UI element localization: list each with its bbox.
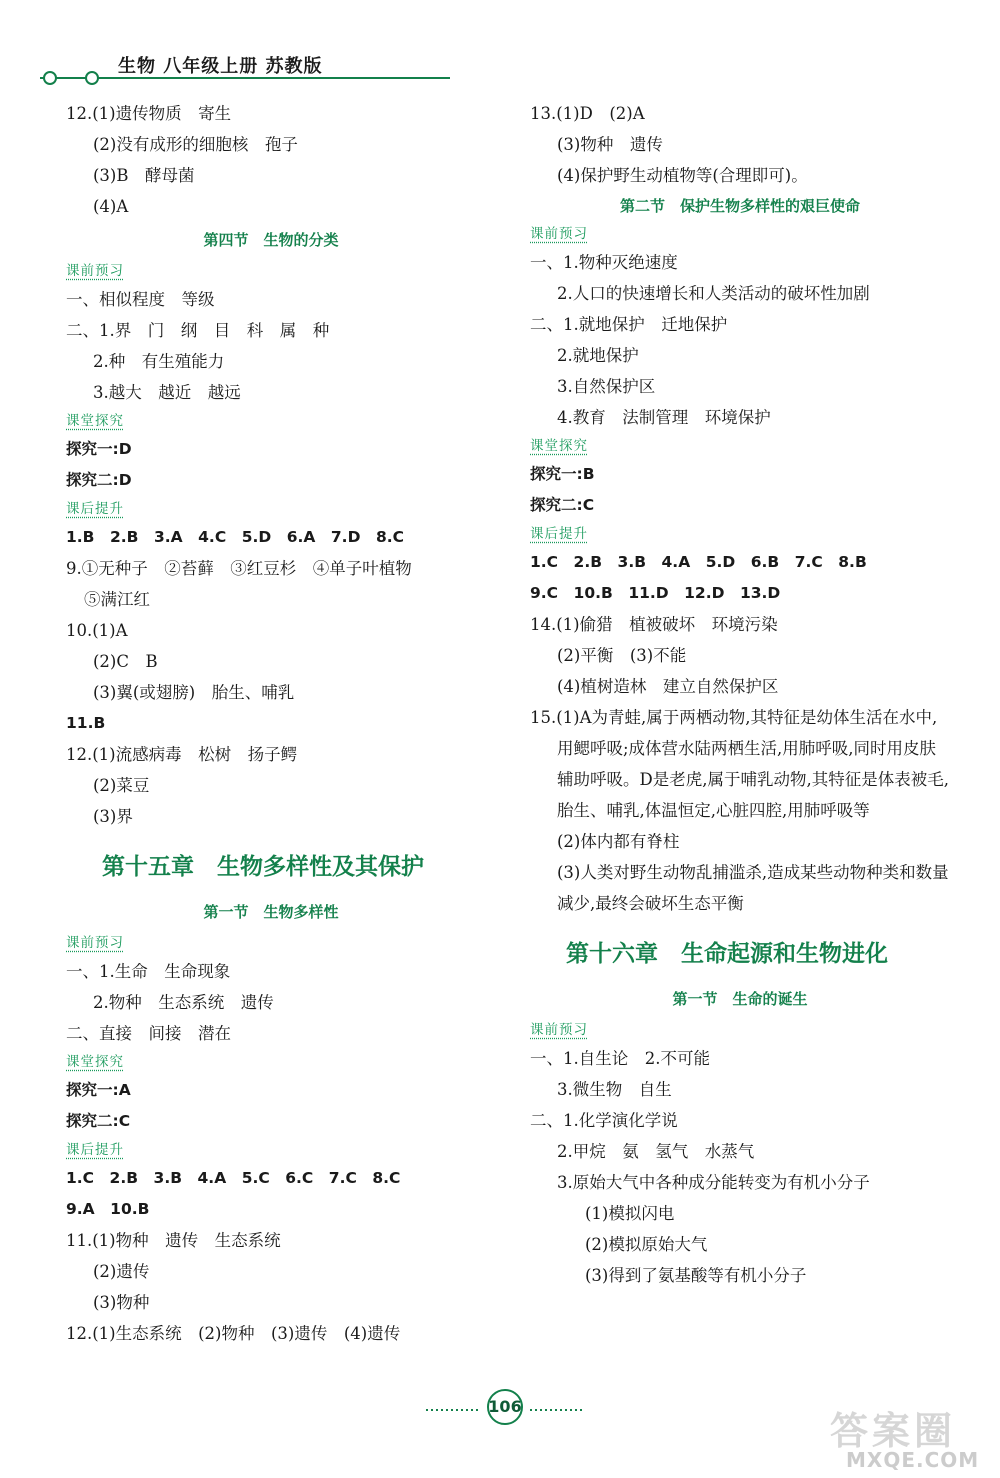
answer-line: 3.原始大气中各种成分能转变为有机小分子: [557, 1173, 870, 1192]
answer-line: (3)物种: [93, 1293, 150, 1312]
answer-line: (2)菜豆: [93, 776, 150, 795]
answer-line: 2.物种 生态系统 遗传: [93, 993, 274, 1012]
page-number: 106: [488, 1397, 522, 1416]
answer-line: 4.教育 法制管理 环境保护: [557, 408, 771, 427]
answer-line: 9.C 10.B 11.D 12.D 13.D: [530, 584, 781, 602]
answer-line: 9.A 10.B: [66, 1200, 150, 1218]
chapter-title: 第十五章 生物多样性及其保护: [102, 853, 424, 880]
answer-line: 一、相似程度 等级: [66, 290, 215, 309]
section-tag: 课堂探究: [66, 413, 124, 429]
answer-line: 探究二:D: [66, 471, 132, 489]
answer-line: 12.(1)生态系统 (2)物种 (3)遗传 (4)遗传: [66, 1324, 401, 1343]
section-title: 第一节 生物多样性: [203, 903, 339, 921]
answer-line: (2)没有成形的细胞核 孢子: [93, 135, 298, 154]
answer-line: 2.甲烷 氨 氢气 水蒸气: [557, 1142, 755, 1161]
answer-line: (3)界: [93, 807, 133, 826]
answer-line: 1.B 2.B 3.A 4.C 5.D 6.A 7.D 8.C: [66, 528, 404, 546]
header-circle-icon: [40, 68, 110, 88]
section-tag: 课后提升: [530, 526, 588, 542]
answer-line: (2)体内都有脊柱: [557, 832, 680, 851]
section-tag: 课后提升: [66, 501, 124, 517]
watermark-url: MXQE.COM: [846, 1448, 980, 1472]
answer-line: (2)遗传: [93, 1262, 150, 1281]
section-tag: 课前预习: [530, 1022, 588, 1038]
section-title: 第四节 生物的分类: [203, 231, 339, 249]
book-title: 生物 八年级上册 苏教版: [118, 56, 323, 77]
answer-line: 9.①无种子 ②苔藓 ③红豆杉 ④单子叶植物: [66, 559, 412, 578]
answer-line: 二、1.就地保护 迁地保护: [530, 315, 728, 334]
answer-line: 2.就地保护: [557, 346, 639, 365]
answer-line: (2)模拟原始大气: [585, 1235, 708, 1254]
answer-line: 12.(1)遗传物质 寄生: [66, 104, 232, 123]
watermark: [820, 1400, 990, 1475]
answer-line: 探究二:C: [530, 496, 595, 514]
answer-line: 11.(1)物种 遗传 生态系统: [66, 1231, 281, 1250]
answer-line: (2)平衡 (3)不能: [557, 646, 687, 665]
answer-line: 一、1.生命 生命现象: [66, 962, 231, 981]
section-title: 第二节 保护生物多样性的艰巨使命: [619, 197, 860, 215]
answer-line: (1)模拟闪电: [585, 1204, 675, 1223]
answer-line: 14.(1)偷猎 植被破坏 环境污染: [530, 615, 778, 634]
section-tag: 课前预习: [530, 226, 588, 242]
answer-line: 13.(1)D (2)A: [530, 104, 645, 123]
watermark-logo: 答案圈: [830, 1409, 957, 1453]
answer-line: 探究一:D: [66, 440, 132, 458]
answer-line: ⑤满江红: [84, 590, 150, 609]
section-title: 第一节 生命的诞生: [672, 990, 808, 1008]
answer-paragraph: 15.(1)A为青蛙,属于两栖动物,其特征是幼体生活在水中,用鳃呼吸;成体营水陆两栖生活,用肺呼吸,同时用皮肤辅助呼吸。D是老虎,属于哺乳动物,其特征是体表被毛,胎生、哺乳,体温恒定,心脏四腔,用肺呼吸等: [530, 708, 949, 820]
answer-line: 3.微生物 自生: [557, 1080, 672, 1099]
answer-line: 二、1.化学演化学说: [530, 1111, 678, 1130]
answer-line: 2.人口的快速增长和人类活动的破坏性加剧: [557, 284, 870, 303]
answer-line: (3)得到了氨基酸等有机小分子: [585, 1266, 807, 1285]
answer-line: 3.越大 越近 越远: [93, 383, 241, 402]
section-tag: 课堂探究: [66, 1054, 124, 1070]
section-tag: 课前预习: [66, 263, 124, 279]
section-tag: 课堂探究: [530, 438, 588, 454]
answer-line: 探究二:C: [66, 1112, 131, 1130]
answer-line: 10.(1)A: [66, 621, 128, 640]
right-column: [530, 98, 950, 1291]
left-column: [66, 98, 476, 1349]
answer-line: (4)保护野生动植物等(合理即可)。: [557, 166, 808, 185]
answer-line: 二、直接 间接 潜在: [66, 1024, 231, 1043]
page-footer: [420, 1388, 620, 1428]
answer-line: 二、1.界 门 纲 目 科 属 种: [66, 321, 330, 340]
answer-line: (3)B 酵母菌: [93, 166, 195, 185]
answer-line: 2.种 有生殖能力: [93, 352, 225, 371]
answer-line: 一、1.自生论 2.不可能: [530, 1049, 710, 1068]
answer-line: (2)C B: [93, 652, 158, 671]
answer-line: 1.C 2.B 3.B 4.A 5.C 6.C 7.C 8.C: [66, 1169, 401, 1187]
section-tag: 课后提升: [66, 1142, 124, 1158]
answer-line: 3.自然保护区: [557, 377, 656, 396]
answer-line: 一、1.物种灭绝速度: [530, 253, 678, 272]
answer-line: (4)植树造林 建立自然保护区: [557, 677, 779, 696]
answer-line: 11.B: [66, 714, 106, 732]
page-header: [40, 48, 450, 88]
answer-line: 探究一:B: [530, 465, 595, 483]
answer-line: (3)翼(或翅膀) 胎生、哺乳: [93, 683, 295, 702]
answer-line: 1.C 2.B 3.B 4.A 5.D 6.B 7.C 8.B: [530, 553, 867, 571]
answer-line: (4)A: [93, 197, 129, 216]
answer-line: 探究一:A: [66, 1081, 131, 1099]
answer-line: 12.(1)流感病毒 松树 扬子鳄: [66, 745, 298, 764]
answer-paragraph: (3)人类对野生动物乱捕滥杀,造成某些动物种类和数量减少,最终会破坏生态平衡: [557, 863, 949, 913]
section-tag: 课前预习: [66, 935, 124, 951]
chapter-title: 第十六章 生命起源和生物进化: [566, 940, 888, 967]
answer-line: (3)物种 遗传: [557, 135, 663, 154]
